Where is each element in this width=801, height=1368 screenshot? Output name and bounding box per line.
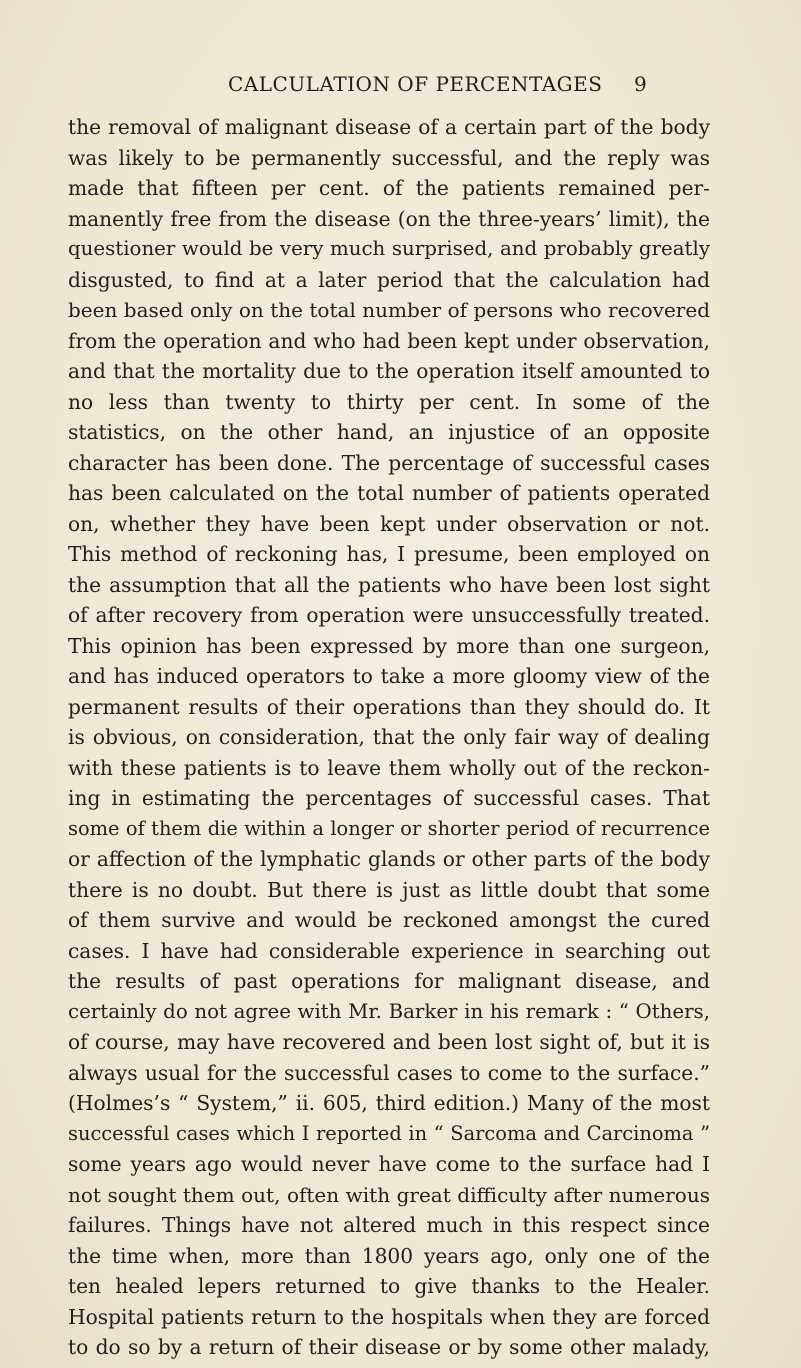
text-line: always usual for the successful cases to come to the surface.” bbox=[68, 1060, 710, 1085]
text-line: made that fifteen per cent. of the patients remained per- bbox=[68, 176, 710, 200]
text-line: ing in estimating the percentages of successful cases. That bbox=[68, 786, 710, 810]
text-line: some years ago would never have come to the surface had I bbox=[68, 1152, 710, 1176]
text-line: (Holmes’s “ System,” ii. 605, third edition.) Many of the most bbox=[68, 1091, 710, 1115]
text-line: has been calculated on the total number of patients operated bbox=[68, 481, 710, 505]
text-line: disgusted, to find at a later period that the calculation had bbox=[68, 267, 710, 292]
text-line: cases. I have had considerable experience in searching out bbox=[68, 938, 710, 963]
text-line: to do so by a return of their disease or by some other malady, bbox=[68, 1335, 710, 1359]
text-line: the results of past operations for malignant disease, and bbox=[68, 969, 710, 993]
text-line: statistics, on the other hand, an injustice of an opposite bbox=[68, 420, 710, 444]
text-line: not sought them out, often with great difficulty after numerous bbox=[68, 1182, 710, 1207]
text-line: from the operation and who had been kept under observation, bbox=[68, 328, 710, 353]
body-paragraph bbox=[68, 112, 710, 1363]
text-line: of after recovery from operation were unsuccessfully treated. bbox=[68, 603, 710, 627]
text-line: the time when, more than 1800 years ago, only one of the bbox=[68, 1243, 710, 1268]
text-line: the assumption that all the patients who have been lost sight bbox=[68, 572, 710, 597]
text-line: of course, may have recovered and been lost sight of, but it is bbox=[68, 1030, 710, 1054]
page-header bbox=[0, 72, 801, 102]
text-line: Hospital patients return to the hospitals when they are forced bbox=[68, 1304, 710, 1329]
text-line: the removal of malignant disease of a certain part of the body bbox=[68, 115, 710, 139]
running-title: CALCULATION OF PERCENTAGES bbox=[228, 72, 603, 96]
text-line: some of them die within a longer or shorter period of recurrence bbox=[68, 816, 710, 840]
text-line: was likely to be permanently successful, and the reply was bbox=[68, 145, 710, 170]
text-line: permanent results of their operations than they should do. It bbox=[68, 694, 710, 719]
text-line: and that the mortality due to the operation itself amounted to bbox=[68, 359, 710, 383]
text-line: certainly do not agree with Mr. Barker in his remark : “ Others, bbox=[68, 999, 710, 1023]
text-line: failures. Things have not altered much in this respect since bbox=[68, 1213, 710, 1237]
text-line: been based only on the total number of persons who recovered bbox=[68, 298, 710, 322]
text-line: questioner would be very much surprised, and probably greatly bbox=[68, 237, 710, 260]
text-line: on, whether they have been kept under observation or not. bbox=[68, 511, 710, 536]
text-line: and has induced operators to take a more gloomy view of the bbox=[68, 664, 710, 688]
text-line: there is no doubt. But there is just as little doubt that some bbox=[68, 877, 710, 902]
text-line: or affection of the lymphatic glands or other parts of the body bbox=[68, 847, 710, 871]
text-line: This method of reckoning has, I presume, been employed on bbox=[68, 542, 710, 566]
text-line: manently free from the disease (on the three-years’ limit), the bbox=[68, 206, 710, 231]
text-line: is obvious, on consideration, that the only fair way of dealing bbox=[68, 725, 710, 749]
text-line: This opinion has been expressed by more than one surgeon, bbox=[68, 633, 710, 658]
text-line: character has been done. The percentage of successful cases bbox=[68, 450, 710, 475]
text-line: of them survive and would be reckoned amongst the cured bbox=[68, 908, 710, 932]
text-line: ten healed lepers returned to give thanks to the Healer. bbox=[68, 1274, 710, 1298]
page-number: 9 bbox=[634, 72, 647, 96]
text-line: successful cases which I reported in “ Sarcoma and Carcinoma ” bbox=[68, 1121, 710, 1145]
text-line: with these patients is to leave them wholly out of the reckon- bbox=[68, 755, 710, 780]
text-line: no less than twenty to thirty per cent. In some of the bbox=[68, 389, 710, 414]
